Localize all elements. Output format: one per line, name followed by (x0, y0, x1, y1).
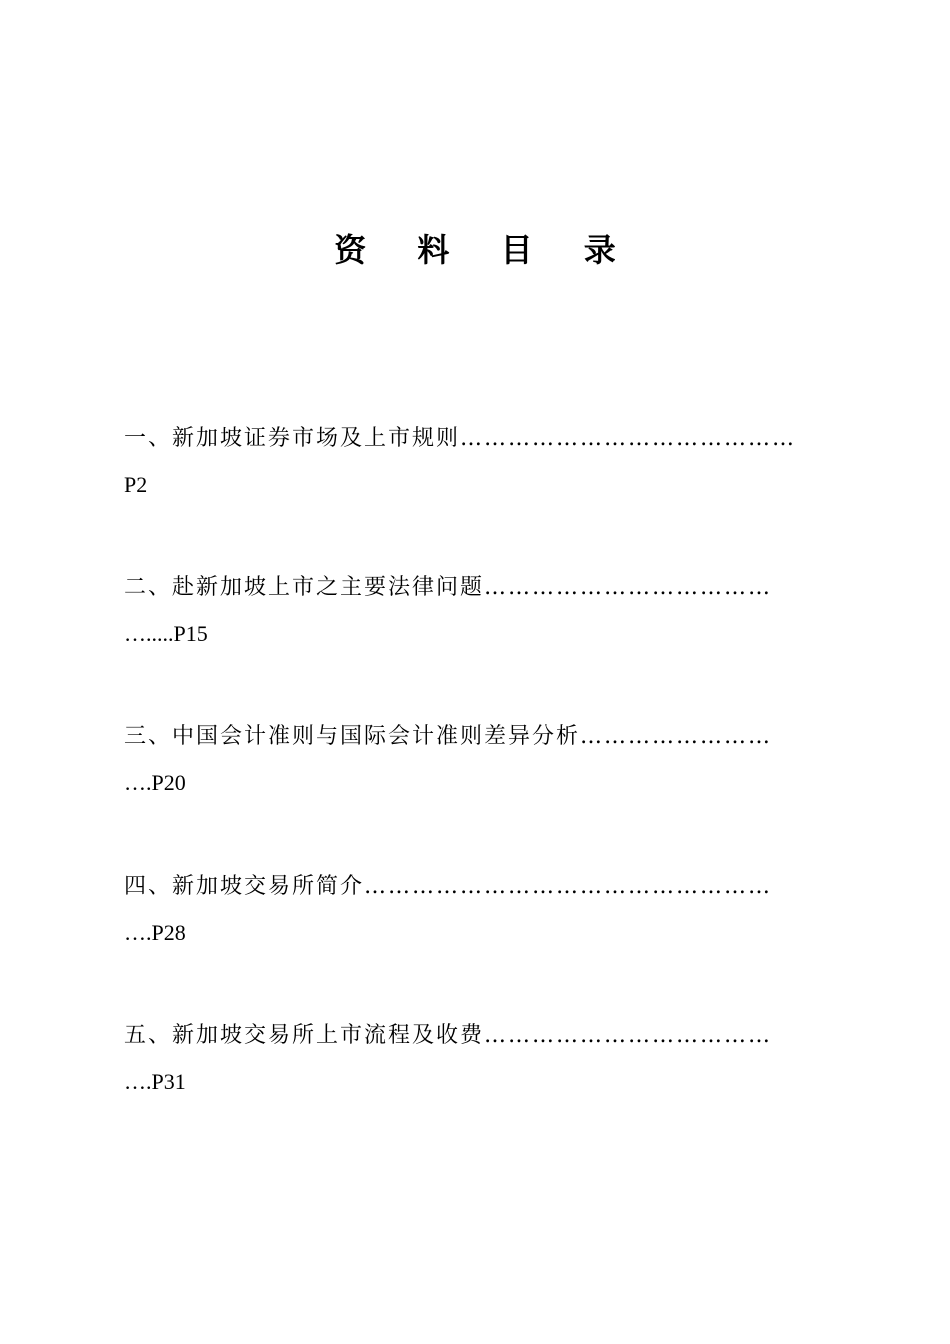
toc-entry-page: ….....P15 (124, 621, 208, 646)
toc-entry-title: 二、赴新加坡上市之主要法律问题……………………………… (124, 575, 773, 600)
toc-entry-page: ….P20 (124, 770, 186, 795)
page-title: 资 料 目 录 (334, 231, 636, 269)
toc-entry-title: 五、新加坡交易所上市流程及收费……………………………… (124, 1023, 773, 1048)
toc-entry-title: 三、中国会计准则与国际会计准则差异分析…………………… (124, 724, 773, 749)
toc-entry-page: ….P28 (124, 920, 186, 945)
toc-entry-page: P2 (124, 472, 148, 497)
toc-entry-page: ….P31 (124, 1069, 186, 1094)
toc-entry-title: 一、新加坡证券市场及上市规则…………………………………… (124, 426, 797, 451)
toc-entry-title: 四、新加坡交易所简介…………………………………………… (124, 874, 773, 899)
